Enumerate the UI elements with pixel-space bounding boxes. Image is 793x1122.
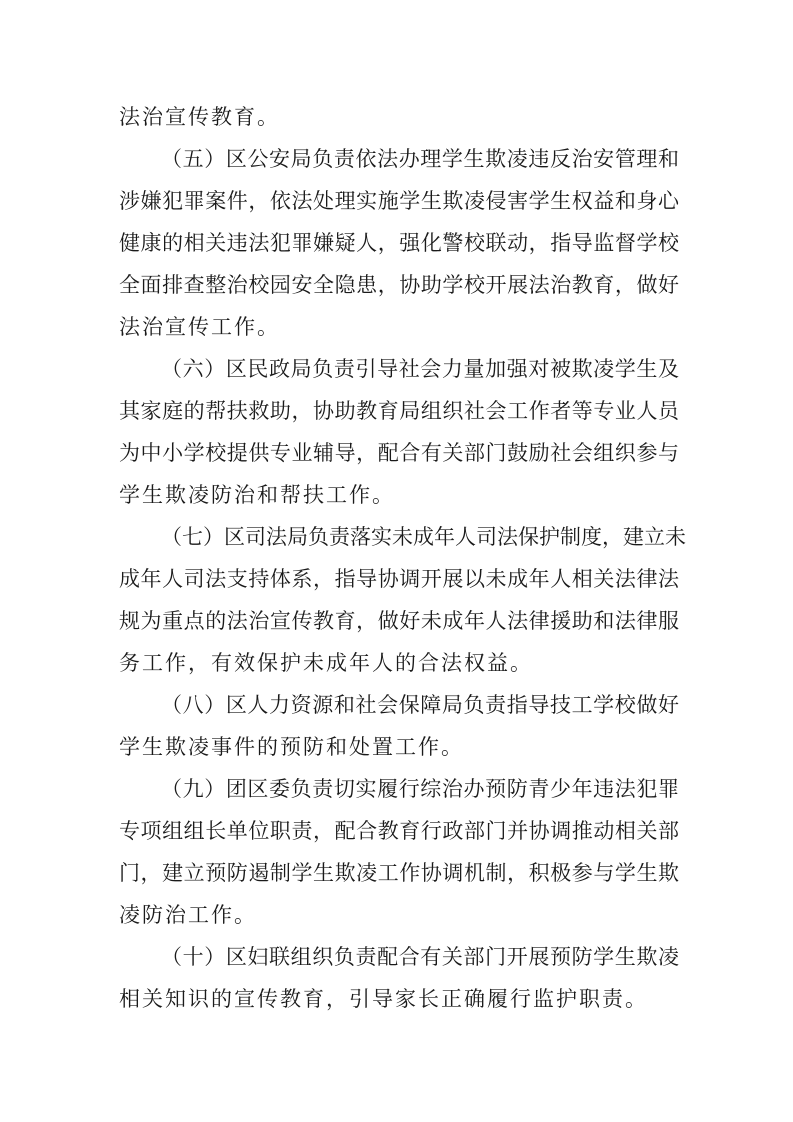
text-line: 务工作，有效保护未成年人的合法权益。 <box>119 651 533 675</box>
text-line: 学生欺凌事件的预防和处置工作。 <box>119 735 464 759</box>
paragraph-continuation <box>119 96 679 138</box>
text-line: （六）区民政局负责引导社会力量加强对被欺凌学生及 <box>161 357 679 381</box>
text-line: 健康的相关违法犯罪嫌疑人，强化警校联动，指导监督学校 <box>119 231 679 255</box>
text-line: 相关知识的宣传教育，引导家长正确履行监护职责。 <box>119 987 648 1011</box>
text-line: （十）区妇联组织负责配合有关部门开展预防学生欺凌 <box>161 945 679 969</box>
paragraph-public-security <box>119 138 679 348</box>
text-line: 专项组组长单位职责，配合教育行政部门并协调推动相关部 <box>119 819 679 843</box>
text-line: （七）区司法局负责落实未成年人司法保护制度，建立未 <box>161 525 686 549</box>
paragraph-human-resources <box>119 684 679 768</box>
text-line: 学生欺凌防治和帮扶工作。 <box>119 483 395 507</box>
text-line: 法治宣传教育。 <box>119 105 280 129</box>
paragraph-youth-league <box>119 768 679 936</box>
text-line: 凌防治工作。 <box>119 903 257 927</box>
text-line: 涉嫌犯罪案件，依法处理实施学生欺凌侵害学生权益和身心 <box>119 189 679 213</box>
text-line: （八）区人力资源和社会保障局负责指导技工学校做好 <box>161 693 679 717</box>
paragraph-womens-federation <box>119 936 679 1020</box>
text-line: （九）团区委负责切实履行综治办预防青少年违法犯罪 <box>161 777 679 801</box>
text-line: 全面排查整治校园安全隐患，协助学校开展法治教育，做好 <box>119 273 679 297</box>
text-line: 规为重点的法治宣传教育，做好未成年人法律援助和法律服 <box>119 609 679 633</box>
text-line: 其家庭的帮扶救助，协助教育局组织社会工作者等专业人员 <box>119 399 679 423</box>
paragraph-civil-affairs <box>119 348 679 516</box>
text-line: 为中小学校提供专业辅导，配合有关部门鼓励社会组织参与 <box>119 441 679 465</box>
text-line: 门，建立预防遏制学生欺凌工作协调机制，积极参与学生欺 <box>119 861 679 885</box>
text-line: 成年人司法支持体系，指导协调开展以未成年人相关法律法 <box>119 567 679 591</box>
paragraph-justice <box>119 516 686 684</box>
text-line: （五）区公安局负责依法办理学生欺凌违反治安管理和 <box>161 147 679 171</box>
text-line: 法治宣传工作。 <box>119 315 280 339</box>
document-body <box>119 96 686 1020</box>
